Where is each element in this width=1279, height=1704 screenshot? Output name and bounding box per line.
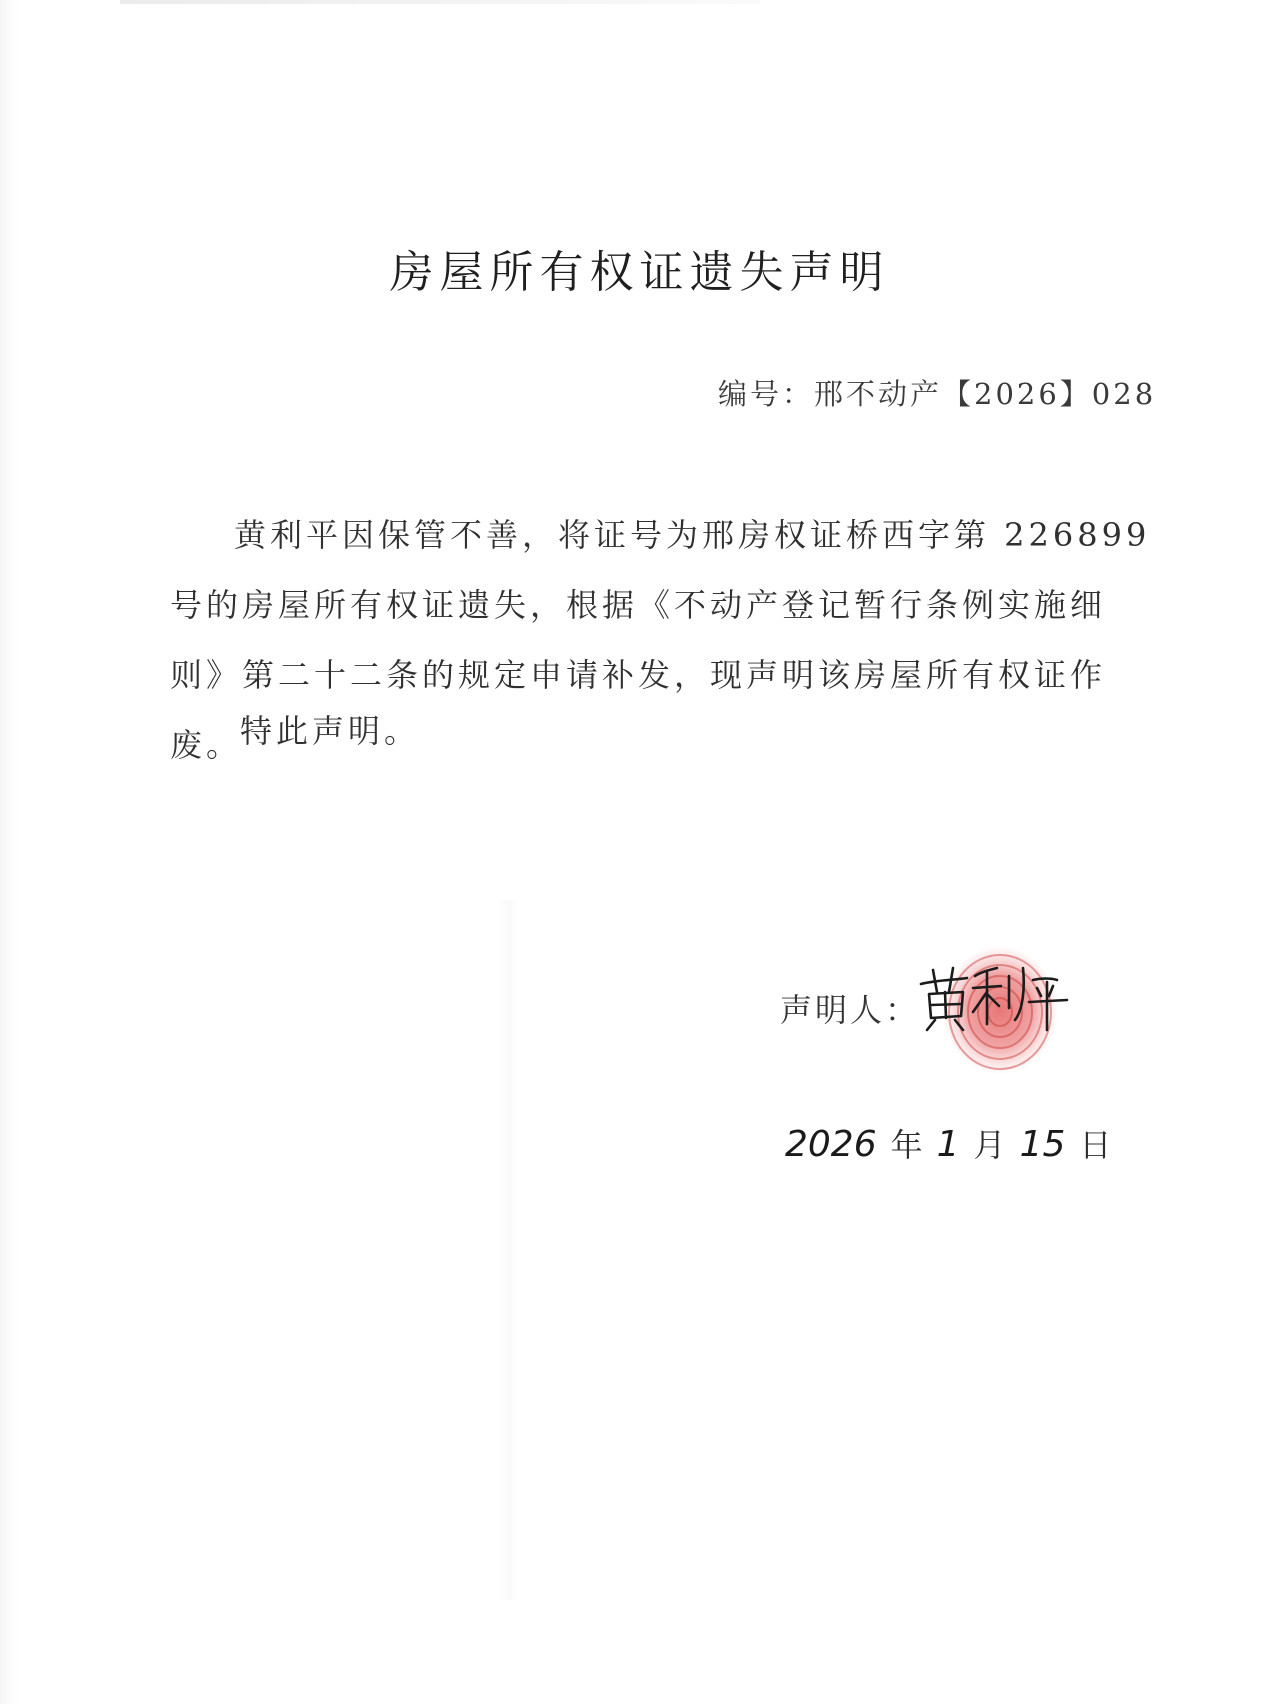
closing-statement: 特此声明。 xyxy=(240,712,421,750)
paper-fold xyxy=(498,900,518,1600)
date-year-label: 年 xyxy=(890,1126,923,1164)
scan-edge xyxy=(120,0,760,4)
date-day: 15 xyxy=(1019,1124,1066,1165)
signature-strokes xyxy=(915,958,1075,1038)
handwritten-signature xyxy=(915,958,1075,1038)
date-month: 1 xyxy=(936,1124,960,1165)
date-month-label: 月 xyxy=(973,1126,1006,1164)
document-number: 编号：邢不动产【2026】028 xyxy=(718,377,1157,411)
date-day-label: 日 xyxy=(1079,1126,1112,1164)
declarant-label: 声明人： xyxy=(780,991,921,1029)
body-paragraph: 黄利平因保管不善，将证号为邢房权证桥西字第 226899 号的房屋所有权证遗失，根据《不动产登记暂行条例实施细则》第二十二条的规定申请补发，现声明该房屋所有权证作废。 xyxy=(170,516,1151,764)
document-title: 房屋所有权证遗失声明 xyxy=(389,247,890,298)
signing-date xyxy=(785,1120,1125,1166)
date-year: 2026 xyxy=(785,1124,877,1165)
